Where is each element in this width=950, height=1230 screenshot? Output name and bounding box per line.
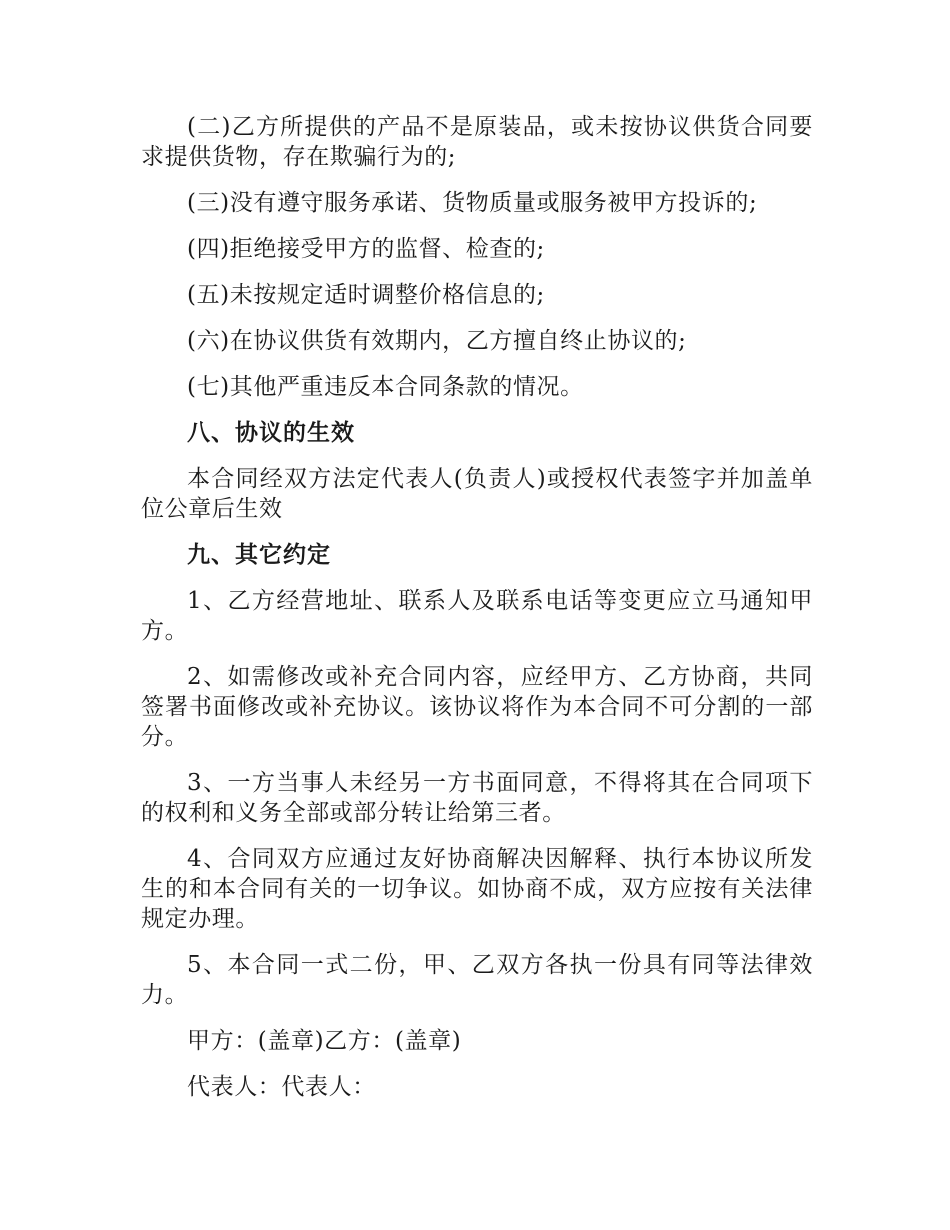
clause-item-3: (三)没有遵守服务承诺、货物质量或服务被甲方投诉的;	[187, 190, 758, 216]
clause-item-2: (二)乙方所提供的产品不是原装品，或未按协议供货合同要求提供货物，存在欺骗行为的;	[141, 114, 813, 170]
clause-item-4: (四)拒绝接受甲方的监督、检查的;	[187, 236, 545, 262]
signature-party-line: 甲方：(盖章)乙方：(盖章)	[187, 1028, 462, 1054]
section-heading-8: 八、协议的生效	[187, 420, 355, 446]
agreement-item-4: 4、合同双方应通过友好协商解决因解释、执行本协议所发生的和本合同有关的一切争议。如协商不成，双方应按有关法律规定办理。	[141, 846, 813, 932]
document-page	[141, 112, 813, 1118]
signature-representative-line: 代表人：代表人：	[187, 1074, 376, 1100]
clause-item-6: (六)在协议供货有效期内，乙方擅自终止协议的;	[187, 328, 687, 354]
clause-item-5: (五)未按规定适时调整价格信息的;	[187, 282, 545, 308]
agreement-item-1: 1、乙方经营地址、联系人及联系电话等变更应立马通知甲方。	[141, 588, 813, 644]
section-heading-9: 九、其它约定	[187, 542, 331, 568]
agreement-item-2: 2、如需修改或补充合同内容，应经甲方、乙方协商，共同签署书面修改或补充协议。该协议将作为本合同不可分割的一部分。	[141, 664, 813, 750]
clause-item-7: (七)其他严重违反本合同条款的情况。	[187, 374, 584, 400]
agreement-item-3: 3、一方当事人未经另一方书面同意，不得将其在合同项下的权利和义务全部或部分转让给第三者。	[141, 770, 813, 826]
agreement-item-5: 5、本合同一式二份，甲、乙双方各执一份具有同等法律效力。	[141, 952, 813, 1008]
effect-clause: 本合同经双方法定代表人(负责人)或授权代表签字并加盖单位公章后生效	[141, 466, 813, 522]
